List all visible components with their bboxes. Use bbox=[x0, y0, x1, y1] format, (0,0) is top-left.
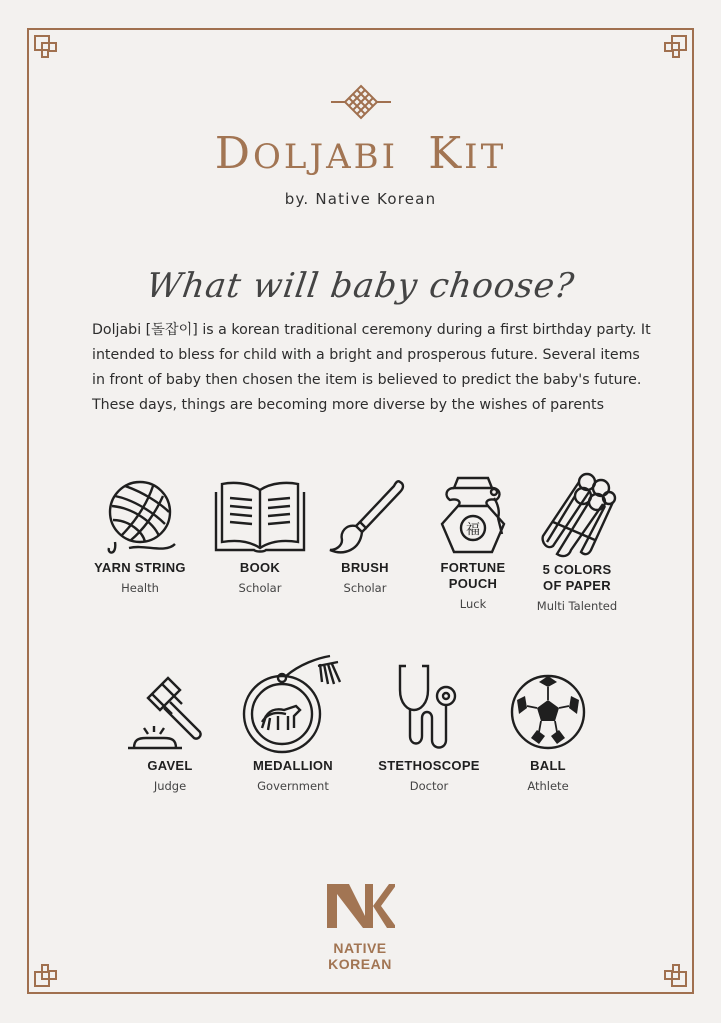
yarn-ball-icon bbox=[95, 474, 185, 560]
item-name: BALL bbox=[530, 758, 566, 773]
item-meaning: Scholar bbox=[343, 581, 387, 595]
item-medallion bbox=[218, 654, 368, 793]
item-meaning: Health bbox=[121, 581, 159, 595]
item-meaning: Scholar bbox=[238, 581, 282, 595]
item-name: MEDALLION bbox=[253, 758, 333, 773]
item-meaning: Government bbox=[257, 779, 329, 793]
brand-name: NATIVE KOREAN bbox=[328, 940, 392, 972]
stethoscope-icon bbox=[384, 660, 474, 758]
item-meaning: Multi Talented bbox=[536, 599, 618, 613]
item-name: YARN STRING bbox=[94, 560, 186, 575]
section-heading: What will baby choose? bbox=[143, 266, 578, 306]
byline: by. Native Korean bbox=[284, 190, 437, 208]
paper-rolls-icon bbox=[529, 466, 625, 562]
corner-ornament-icon bbox=[658, 28, 694, 64]
item-name: GAVEL bbox=[147, 758, 193, 773]
paint-brush-icon bbox=[320, 474, 410, 560]
gavel-icon bbox=[122, 676, 218, 758]
item-name: FORTUNE POUCH bbox=[440, 560, 506, 591]
soccer-ball-icon bbox=[503, 670, 593, 758]
item-name: 5 COLORS OF PAPER bbox=[542, 562, 612, 593]
item-meaning: Luck bbox=[459, 597, 487, 611]
item-meaning: Doctor bbox=[409, 779, 449, 793]
item-name: BOOK bbox=[239, 560, 281, 575]
description-text: Doljabi [돌잡이] is a korean traditional ceremony during a first birthday party. It intended to bless for child with a bright and prosperous future. Several items in front of baby then chosen the item is believed to predict the baby's future. These days, things are becoming more diverse by the wishes of parents bbox=[92, 322, 651, 413]
item-ball bbox=[473, 670, 623, 793]
svg-text:福: 福 bbox=[466, 522, 480, 538]
corner-ornament-icon bbox=[27, 28, 63, 64]
item-meaning: Judge bbox=[153, 779, 187, 793]
page-title: DOLJABI KIT bbox=[214, 128, 507, 179]
item-5-colors-of-paper bbox=[502, 466, 652, 613]
brand-logo bbox=[310, 880, 410, 972]
endless-knot-icon bbox=[331, 84, 391, 120]
medallion-icon bbox=[238, 654, 348, 758]
item-name: BRUSH bbox=[341, 560, 389, 575]
corner-ornament-icon bbox=[27, 958, 63, 994]
item-meaning: Athlete bbox=[527, 779, 569, 793]
nk-logo-icon bbox=[325, 880, 395, 932]
item-name: STETHOSCOPE bbox=[378, 758, 480, 773]
corner-ornament-icon bbox=[658, 958, 694, 994]
